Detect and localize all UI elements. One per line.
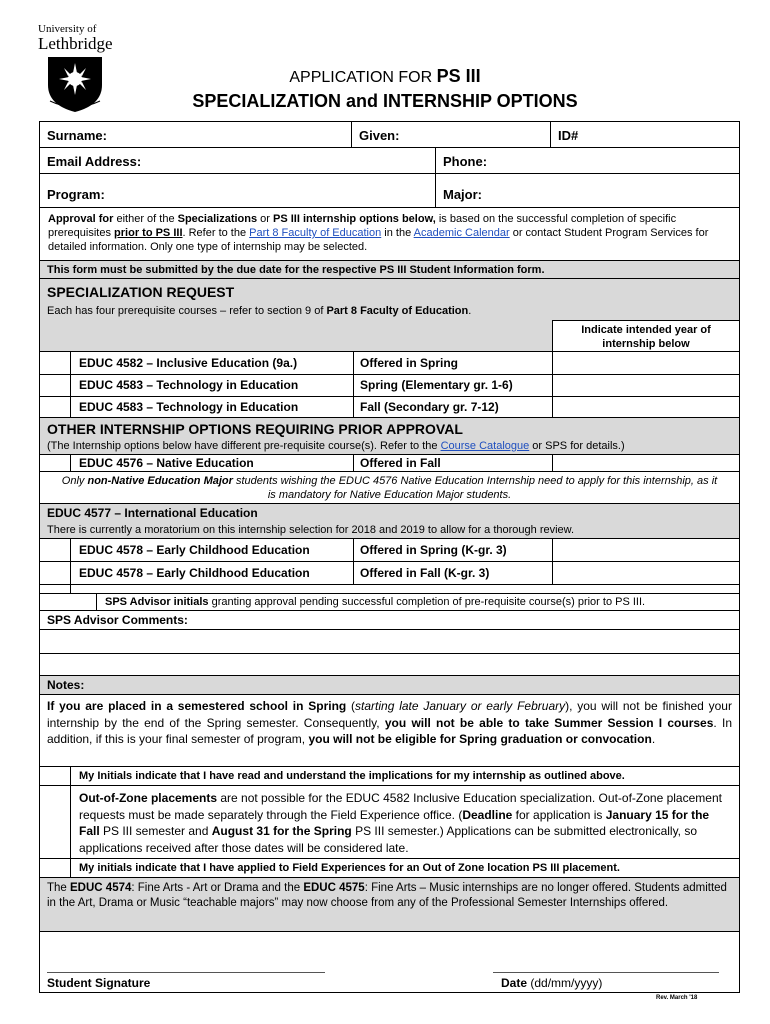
date-label: Date (dd/mm/yyyy) xyxy=(501,976,603,990)
specialization-row: EDUC 4582 – Inclusive Education (9a.) Offered in Spring xyxy=(40,352,739,375)
academic-calendar-link[interactable]: Academic Calendar xyxy=(413,227,510,239)
faculty-of-education-link[interactable]: Part 8 Faculty of Education xyxy=(249,227,382,239)
program-row xyxy=(40,174,739,208)
checkbox-cell[interactable] xyxy=(40,539,70,561)
sps-comments-line[interactable] xyxy=(40,654,739,676)
application-form xyxy=(39,121,740,993)
year-field[interactable] xyxy=(552,455,739,471)
course-catalogue-link[interactable]: Course Catalogue xyxy=(440,440,530,452)
date-line[interactable] xyxy=(493,972,719,973)
year-field[interactable] xyxy=(552,375,739,396)
year-field[interactable] xyxy=(552,562,739,584)
email-row xyxy=(40,148,739,174)
checkbox-cell[interactable] xyxy=(40,375,70,396)
initials-field[interactable] xyxy=(40,767,70,785)
year-field[interactable] xyxy=(552,397,739,417)
revision-note: Rev. March '18 xyxy=(656,995,698,1001)
sps-initials-row: SPS Advisor initials granting approval pending successful completion of pre-requisite course(s) prior to PS III. xyxy=(40,594,739,611)
other-options-heading: OTHER INTERNSHIP OPTIONS REQUIRING PRIOR APPROVAL (The Internship options below have different pre-requisite course(s). Refer to the Course Catalogue or SPS for details.) xyxy=(40,418,739,455)
specialization-row: EDUC 4583 – Technology in Education Fall (Secondary gr. 7-12) xyxy=(40,397,739,418)
student-signature-label: Student Signature xyxy=(47,976,151,990)
year-field[interactable] xyxy=(552,352,739,374)
sps-comments-label: SPS Advisor Comments: xyxy=(40,611,739,630)
signature-line[interactable] xyxy=(47,972,325,973)
initials-field[interactable] xyxy=(40,859,70,877)
acknowledgement-row: My Initials indicate that I have read and understand the implications for my internship as outlined above. xyxy=(40,767,739,786)
ece-row: EDUC 4578 – Early Childhood Education Offered in Spring (K-gr. 3) xyxy=(40,539,739,562)
ps-title: PS III xyxy=(436,66,481,86)
native-education-row: EDUC 4576 – Native Education Offered in Fall xyxy=(40,455,739,472)
form-title-line2: SPECIALIZATION and INTERNSHIP OPTIONS xyxy=(192,91,578,111)
sps-initials-field[interactable] xyxy=(40,594,96,610)
due-date-note: This form must be submitted by the due date for the respective PS III Student Information form. xyxy=(40,261,739,279)
major-field[interactable]: Major: xyxy=(435,174,739,207)
approval-note: Approval for either of the Specializations or PS III internship options below, is based on the successful completion of specific prerequisites prior to PS III. Refer to the Part 8 Faculty of Education in the Academic Calendar or contact Student Program Services for detailed information. Only one type of internship may be selected. xyxy=(40,208,739,261)
specialization-heading: SPECIALIZATION REQUEST Each has four prerequisite courses – refer to section 9 of Part 8 Faculty of Education. xyxy=(40,279,739,320)
native-education-note: Only non-Native Education Major students wishing the EDUC 4576 Native Education Internship need to apply for this internship, as it is mandatory for Native Education Major students. xyxy=(40,472,739,504)
checkbox-cell[interactable] xyxy=(40,562,70,584)
id-field[interactable]: ID# xyxy=(550,122,739,147)
out-of-zone-acknowledgement-row: My initials indicate that I have applied to Field Experiences for an Out of Zone location PS III placement. xyxy=(40,859,739,878)
specialization-table-header: Indicate intended year of internship below xyxy=(40,320,739,352)
checkbox-cell[interactable] xyxy=(40,397,70,417)
notes-semester-paragraph: If you are placed in a semestered school in Spring (starting late January or early February), you will not be finished your internship by the end of the Spring semester. Consequently, you will not be able to take Summer Session I courses. In addition, if this is your final semester of program, you will not be eligible for Spring graduation or convocation. xyxy=(40,695,739,767)
fine-arts-note: The EDUC 4574: Fine Arts - Art or Drama and the EDUC 4575: Fine Arts – Music internships are no longer offered. Students admitted in the Art, Drama or Music “teachable majors” may now choose from any of the Professional Semester Internships offered. xyxy=(40,878,739,932)
program-field[interactable]: Program: xyxy=(47,187,105,202)
surname-field[interactable]: Surname: xyxy=(47,128,107,143)
checkbox-cell[interactable] xyxy=(40,455,70,471)
logo-university-text: University of xyxy=(38,23,97,35)
email-field[interactable]: Email Address: xyxy=(47,154,142,169)
phone-field[interactable]: Phone: xyxy=(435,148,739,173)
form-title-line1: APPLICATION FOR PS III xyxy=(289,66,481,86)
notes-label-row: Notes: xyxy=(40,676,739,695)
name-row xyxy=(40,122,739,148)
ece-row: EDUC 4578 – Early Childhood Education Offered in Fall (K-gr. 3) xyxy=(40,562,739,585)
year-field[interactable] xyxy=(552,539,739,561)
checkbox-cell[interactable] xyxy=(40,786,70,858)
logo-lethbridge-text: Lethbridge xyxy=(38,34,113,53)
out-of-zone-row: Out-of-Zone placements are not possible for the EDUC 4582 Inclusive Education specialization. Out-of-Zone placement requests must be made separately through the Field Experience office. (Deadline for application is January 15 for the Fall PS III semester and August 31 for the Spring PS III semester.) Applications can be submitted electronically, so applications received after those dates will be considered late. xyxy=(40,786,739,859)
checkbox-cell[interactable] xyxy=(40,352,70,374)
specialization-row: EDUC 4583 – Technology in Education Spring (Elementary gr. 1-6) xyxy=(40,375,739,397)
logo-motto: FIAT LUX xyxy=(63,100,89,106)
sps-comments-line[interactable] xyxy=(40,630,739,654)
given-field[interactable]: Given: xyxy=(351,122,550,147)
international-education-row: EDUC 4577 – International Education There is currently a moratorium on this internship selection for 2018 and 2019 to allow for a thorough review. xyxy=(40,504,739,539)
spacer-row xyxy=(40,585,739,594)
